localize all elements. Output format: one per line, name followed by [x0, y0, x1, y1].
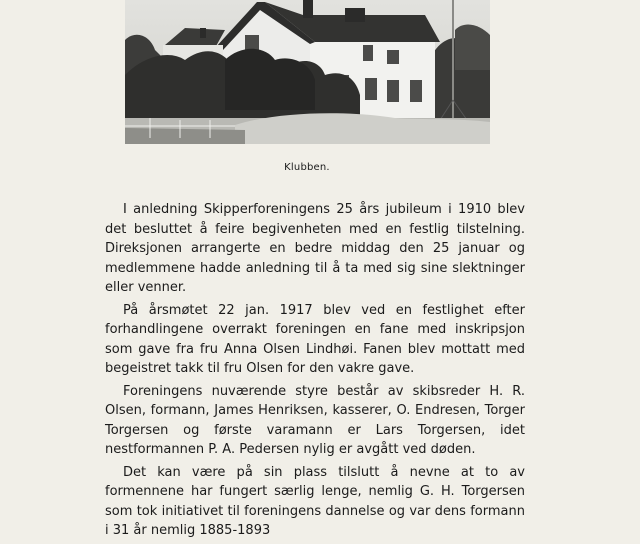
paragraph: Foreningens nuværende styre består av skibsreder H. R. Olsen, formann, James Henriksen, kasserer, O. Endresen, Torger Torgersen og første varamann er Lars Torgersen, idet nestformannen P. A. Pedersen nylig er avgått ved døden.	[105, 383, 525, 457]
clubhouse-photo	[125, 0, 490, 144]
paragraph: I anledning Skipperforeningens 25 års jubileum i 1910 blev det besluttet å feire begivenheten med en festlig tilstelning. Direksjonen arrangerte en bedre middag den 25 januar og medlemmene hadde anledning til å ta med sig sine slektninger eller venner.	[105, 202, 525, 295]
paragraph: På årsmøtet 22 jan. 1917 blev ved en festlighet efter forhandlingene overrakt foreningen en fane med inskripsjon som gave fra fru Anna Olsen Lindhøi. Fanen blev mottatt med begeistret takk til fru Olsen for den vakre gave.	[105, 302, 525, 376]
paragraph: Det kan være på sin plass tilslutt å nevne at to av formennene har fungert særlig lenge, nemlig G. H. Torgersen som tok initiativet til foreningens dannelse og var dens formann i 31 år nemlig 1885-1893	[105, 464, 525, 538]
photo-caption: Klubben.	[284, 162, 330, 173]
body-text	[105, 200, 525, 544]
